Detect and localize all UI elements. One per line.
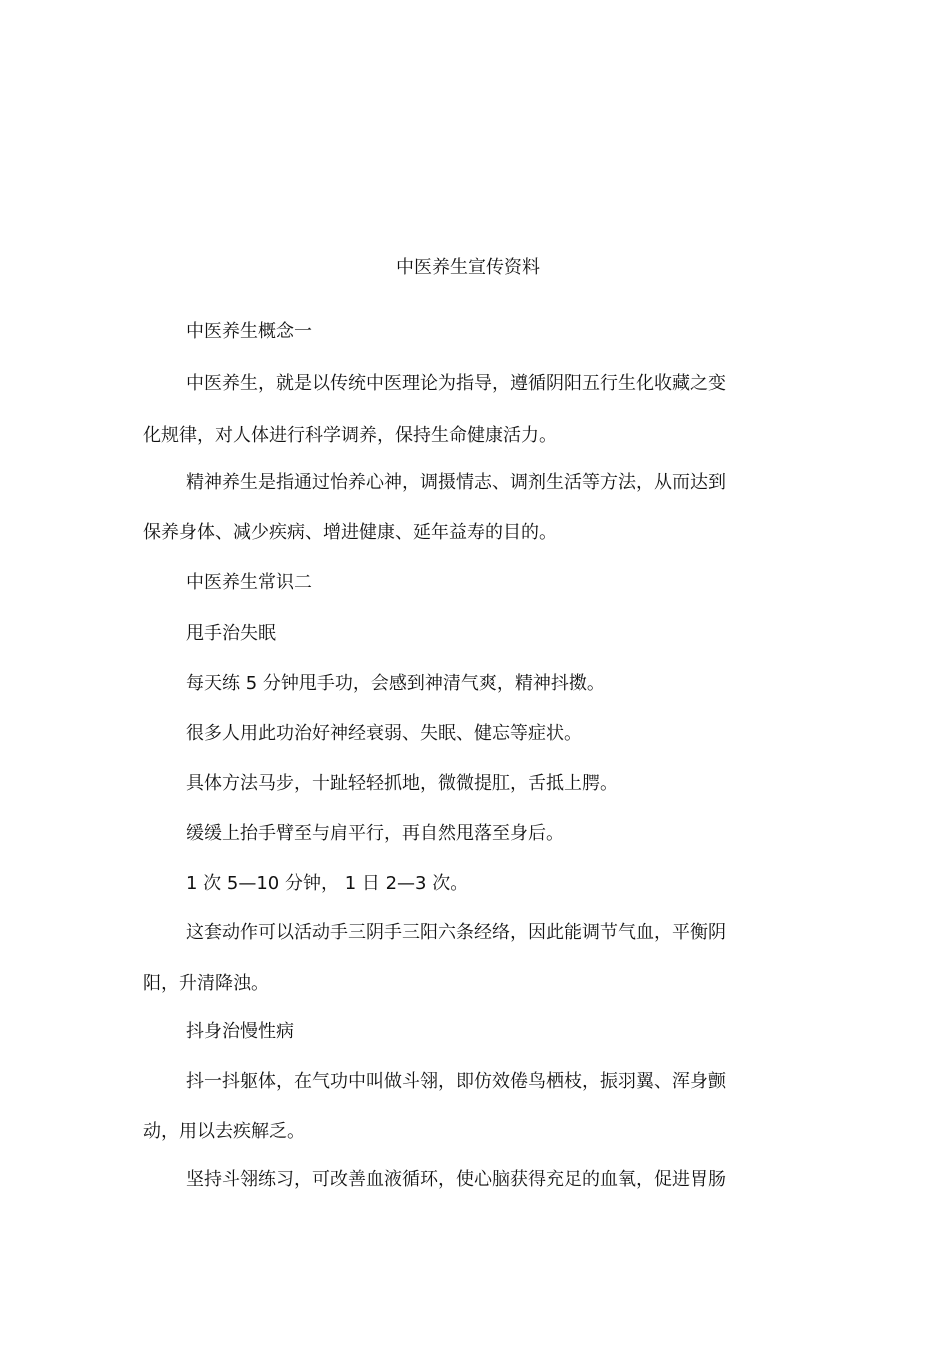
paragraph-line: 保养身体、减少疾病、增进健康、延年益寿的目的。 bbox=[143, 522, 557, 543]
paragraph-line: 具体方法马步，十趾轻轻抓地，微微提肛，舌抵上腭。 bbox=[186, 773, 618, 794]
subheading-swing-hands: 甩手治失眠 bbox=[186, 623, 276, 644]
paragraph-line: 坚持斗翎练习，可改善血液循环，使心脑获得充足的血氧，促进胃肠 bbox=[186, 1169, 726, 1190]
subheading-shake-body: 抖身治慢性病 bbox=[186, 1021, 294, 1042]
paragraph-line: 这套动作可以活动手三阴手三阳六条经络，因此能调节气血，平衡阴 bbox=[186, 922, 726, 943]
paragraph-line: 化规律，对人体进行科学调养，保持生命健康活力。 bbox=[143, 425, 557, 446]
paragraph-line: 1 次 5—10 分钟， 1 日 2—3 次。 bbox=[186, 873, 469, 894]
section-heading-knowledge: 中医养生常识二 bbox=[186, 572, 312, 593]
section-heading-concept: 中医养生概念一 bbox=[186, 321, 312, 342]
paragraph-line: 精神养生是指通过怡养心神，调摄情志、调剂生活等方法，从而达到 bbox=[186, 472, 726, 493]
paragraph-line: 缓缓上抬手臂至与肩平行，再自然甩落至身后。 bbox=[186, 823, 564, 844]
paragraph-line: 每天练 5 分钟甩手功，会感到神清气爽，精神抖擞。 bbox=[186, 673, 605, 694]
paragraph-line: 抖一抖躯体，在气功中叫做斗翎，即仿效倦鸟栖枝，振羽翼、浑身颤 bbox=[186, 1071, 726, 1092]
document-title: 中医养生宣传资料 bbox=[396, 257, 540, 278]
paragraph-line: 阳，升清降浊。 bbox=[143, 973, 269, 994]
paragraph-line: 中医养生，就是以传统中医理论为指导，遵循阴阳五行生化收藏之变 bbox=[186, 373, 726, 394]
paragraph-line: 很多人用此功治好神经衰弱、失眠、健忘等症状。 bbox=[186, 723, 582, 744]
paragraph-line: 动，用以去疾解乏。 bbox=[143, 1121, 305, 1142]
